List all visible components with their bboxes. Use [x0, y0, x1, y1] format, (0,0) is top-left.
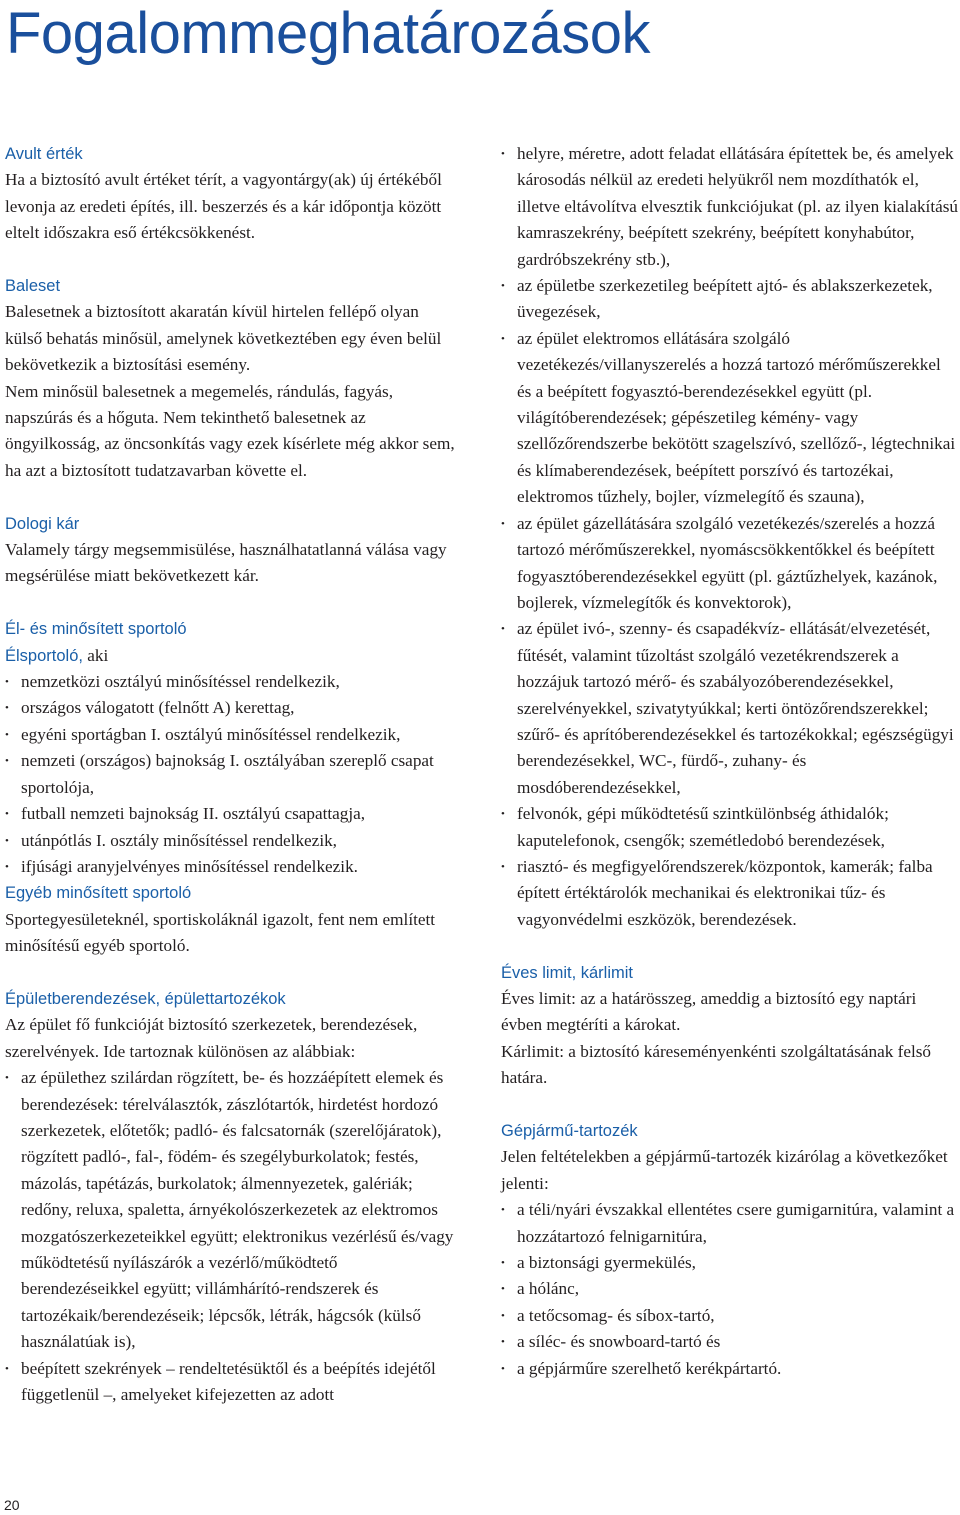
list-item: • ifjúsági aranyjelvényes minősítéssel rendelkezik. — [5, 854, 457, 880]
list-item: • futball nemzeti bajnokság II. osztályú csapattagja, — [5, 801, 457, 827]
page-number: 20 — [4, 1497, 20, 1513]
term-eves-limit: Éves limit, kárlimit — [501, 963, 634, 982]
list-item: • az épület ivó-, szenny- és csapadékvíz- ellátását/elvezetését, fűtését, valamint tűzoltást szolgáló vezetékrendszerek a hozzájuk tartozó mérő- és szabályozóberendezésekkel, szerelvényekkel, szivatytyúkkal; kerti öntözőrendszerekkel; szűrő- és aprítóberendezésekkel és tartozékokkal; egészségügyi berendezésekkel, WC-, fürdő-, zuhany- és mosdóberendezésekkel, — [501, 616, 959, 801]
gepjarmu-tartozek-list — [501, 1197, 959, 1382]
term-egyeb-minositett-sportolo: Egyéb minősített sportoló — [5, 884, 192, 903]
epuletberendezesek-list-continued — [501, 141, 959, 933]
page-title: Fogalommeghatározások — [6, 1, 650, 66]
term-dologi-kar: Dologi kár — [5, 514, 80, 533]
term-elsportolo: Élsportoló, — [5, 646, 83, 665]
list-item: • nemzetközi osztályú minősítéssel rendelkezik, — [5, 669, 457, 695]
term-epuletberendezesek: Épületberendezések, épülettartozékok — [5, 989, 286, 1008]
definition-baleset: Balesetnek a biztosított akaratán kívül hirtelen fellépő olyan külső behatás minősül, amelynek következtében egy éven belül bekövetkezik a biztosítási esemény. — [5, 302, 442, 375]
list-item: • az épülethez szilárdan rögzített, be- és hozzáépített elemek és berendezések: térelválasztók, zászlótartók, hirdetést hordozó szerkezetek, előtetők; padló- és falcsatornák (szerelőjáratok), rögzített padló-, fal-, födém- és szegélyburkolatok; festés, mázolás, tapétázás, burkolatok; álmennyezetek, galériák; redőny, reluxa, spaletta, árnyékolószerkezetek az elektromos mozgatószerkezeteikkel együtt; elektronikus vezérlésű és/vagy működtetésű nyílászárók a vezérlő/működtető berendezéseikkel együtt; villámhárító-rendszerek és tartozékaik/berendezéseik; lépcsők, létrák, hágcsók (külső használatúak is), — [5, 1065, 457, 1355]
term-el-es-minositett-sportolo: Él- és minősített sportoló — [5, 620, 187, 639]
list-item: • a síléc- és snowboard-tartó és — [501, 1329, 959, 1355]
list-item: • nemzeti (országos) bajnokság I. osztályában szereplő csapat sportolója, — [5, 748, 457, 801]
section-el-es-minositett-sportolo — [5, 616, 457, 959]
right-column — [501, 141, 959, 1382]
section-epuletberendezesek — [5, 986, 457, 1409]
definition-eves-limit: Éves limit: az a határösszeg, ameddig a biztosító egy naptári évben megtéríti a károkat. — [501, 988, 917, 1035]
epuletberendezesek-list — [5, 1065, 457, 1408]
section-baleset — [5, 273, 457, 484]
list-item: • a hólánc, — [501, 1276, 959, 1302]
list-item: • a tetőcsomag- és síbox-tartó, — [501, 1303, 959, 1329]
definition-karlimit: Kárlimit: a biztosító káreseményenkénti szolgáltatásának felső határa. — [501, 1041, 932, 1088]
list-item: • az épület gázellátására szolgáló vezetékezés/szerelés a hozzá tartozó mérőműszerekkel, nyomáscsökkentőkkel és beépített fogyasztóberendezésekkel együtt (pl. gáztűzhelyek, kazánok, bojlerek, vízmelegítők és konvektorok), — [501, 511, 959, 617]
list-item: • a biztonsági gyermekülés, — [501, 1250, 959, 1276]
list-item-continued: • helyre, méretre, adott feladat ellátására építettek be, és amelyek károsodás nélkül az eredeti helyükről nem mozdíthatók el, illetve eltávolítva elvesztik funkciójukat (pl. az ilyen kialakítású kamraszekrény, beépített szekrény, beépített konyhabútor, gardróbszekrény stb.), — [501, 141, 959, 273]
definition-dologi-kar: Valamely tárgy megsemmisülése, használhatatlanná válása vagy megsérülése miatt bekövetkezett kár. — [5, 540, 447, 586]
section-eves-limit — [501, 960, 959, 1092]
term-avult-ertek: Avult érték — [5, 145, 83, 163]
section-dologi-kar — [5, 511, 457, 590]
definition-avult-ertek: Ha a biztosító avult értéket térít, a vagyontárgy(ak) új értékéből levonja az eredeti építés, ill. beszerzés és a kár időpontja között eltelt időszakra eső értékcsökkenést. — [5, 170, 442, 243]
elsportolo-intro-text: aki — [82, 645, 109, 665]
list-item: • egyéni sportágban I. osztályú minősítéssel rendelkezik, — [5, 722, 457, 748]
definition-gepjarmu-tartozek: Jelen feltételekben a gépjármű-tartozék kizárólag a következőket jelenti: — [501, 1147, 948, 1193]
definition-baleset-exclusions: Nem minősül balesetnek a megemelés, rándulás, fagyás, napszúrás és a hőguta. Nem tekinthető balesetnek az öngyilkosság, az öncsonkítás vagy ezek kísérlete még akkor sem, ha azt a biztosított tudatzavarban követte el. — [5, 381, 455, 480]
elsportolo-intro — [5, 643, 457, 669]
list-item: • riasztó- és megfigyelőrendszerek/központok, kamerák; falba épített értéktárolók mechanikai és elektronikai tűz- és vagyonvédelmi eszközök, berendezések. — [501, 854, 959, 933]
term-baleset: Baleset — [5, 277, 61, 296]
definition-egyeb-minositett-sportolo: Sportegyesületeknél, sportiskoláknál igazolt, fent nem említett minősítésű egyéb sportoló. — [5, 909, 436, 956]
list-item: • országos válogatott (felnőtt A) kerettag, — [5, 695, 457, 721]
left-column — [5, 141, 457, 1408]
section-gepjarmu-tartozek — [501, 1118, 959, 1382]
list-item: • felvonók, gépi működtetésű szintkülönbség áthidalók; kaputelefonok, csengők; szemétledobó berendezések, — [501, 801, 959, 854]
definition-epuletberendezesek: Az épület fő funkcióját biztosító szerkezetek, berendezések, szerelvények. Ide tartoznak különösen az alábbiak: — [5, 1015, 418, 1061]
list-item: • beépített szekrények – rendeltetésüktől és a beépítés idejétől függetlenül –, amelyeket kifejezetten az adott — [5, 1356, 457, 1409]
list-item: • az épületbe szerkezetileg beépített ajtó- és ablakszerkezetek, üvegezések, — [501, 273, 959, 326]
section-avult-ertek — [5, 141, 457, 247]
list-item: • a gépjárműre szerelhető kerékpártartó. — [501, 1356, 959, 1382]
list-item: • az épület elektromos ellátására szolgáló vezetékezés/villanyszerelés a hozzá tartozó mérőműszerekkel és a beépített fogyasztó-berendezésekkel együtt (pl. világítóberendezések; gépészetileg kémény- vagy szellőzőrendszerbe bekötött szagelszívó, szellőző-, légtechnikai és klímaberendezések, beépített porszívó és tartozékai, elektromos tűzhely, bojler, vízmelegítő és szauna), — [501, 326, 959, 511]
term-gepjarmu-tartozek: Gépjármű-tartozék — [501, 1122, 638, 1140]
list-item: • a téli/nyári évszakkal ellentétes csere gumigarnitúra, valamint a hozzátartozó felnigarnitúra, — [501, 1197, 959, 1250]
elsportolo-list — [5, 669, 457, 880]
list-item: • utánpótlás I. osztály minősítéssel rendelkezik, — [5, 828, 457, 854]
